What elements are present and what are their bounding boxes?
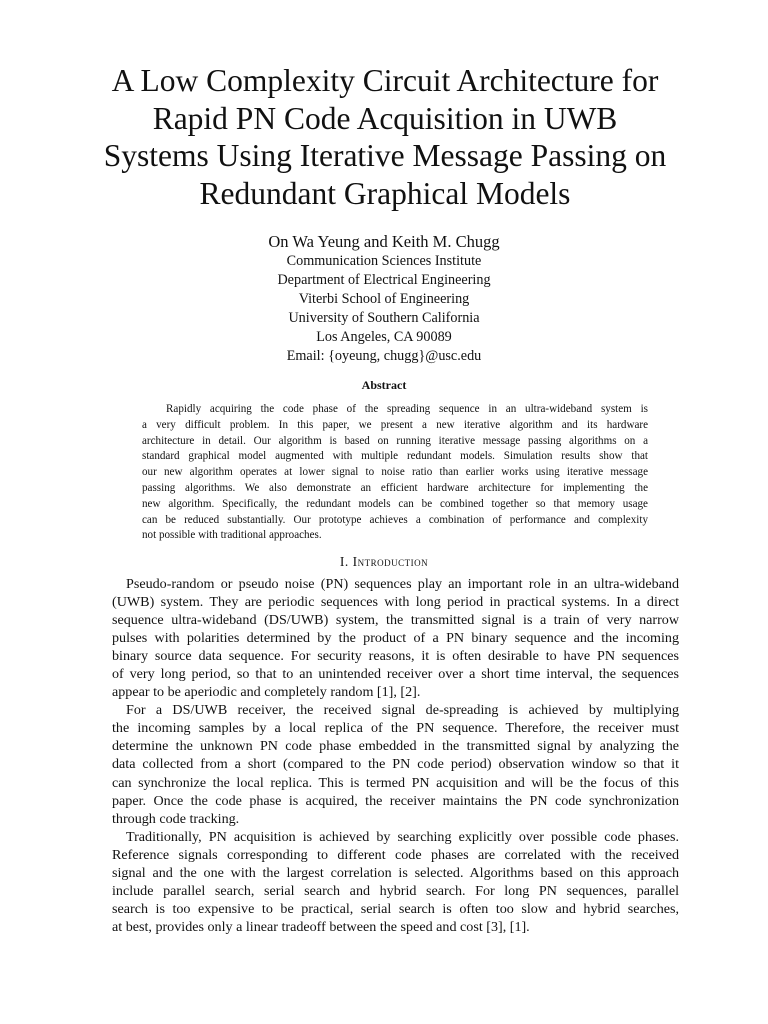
- affiliation-line: Viterbi School of Engineering: [298, 291, 470, 307]
- body-line: search is too expensive to be practical, serial search is often too slow and hybrid searches,: [112, 900, 679, 917]
- title-line: Redundant Graphical Models: [199, 175, 571, 211]
- body-line: binary source data sequence. For security reasons, it is often desirable to have PN sequences: [112, 648, 679, 665]
- body-line: (UWB) system. They are periodic sequences with long period in practical systems. In a direct: [112, 594, 679, 611]
- affiliation-line: Communication Sciences Institute: [286, 253, 482, 269]
- body-line: the incoming samples by a local replica of the PN sequence. Therefore, the receiver must: [112, 720, 679, 737]
- body-line: include parallel search, serial search and hybrid search. For long PN sequences, parallel: [112, 882, 679, 899]
- abstract-line: not possible with traditional approaches.: [142, 529, 322, 542]
- body-line: appear to be aperiodic and completely random [1], [2].: [112, 684, 421, 701]
- affiliation-line: Los Angeles, CA 90089: [316, 329, 452, 345]
- body-line: For a DS/UWB receiver, the received signal de-spreading is achieved by multiplying: [126, 702, 679, 719]
- affiliation-line: University of Southern California: [288, 310, 480, 326]
- abstract-line: a very difficult problem. In this paper, we present a new iterative algorithm and its hardware: [142, 418, 648, 431]
- body-line: paper. Once the code phase is acquired, the receiver maintains the PN code synchronization: [112, 792, 679, 809]
- affiliation-line: Department of Electrical Engineering: [277, 272, 491, 288]
- body-line: Reference signals corresponding to different code phases are correlated with the received: [112, 846, 679, 863]
- paragraph: [112, 828, 679, 936]
- body-line: Traditionally, PN acquisition is achieved by searching explicitly over possible code phases.: [126, 828, 679, 845]
- body-line: Pseudo-random or pseudo noise (PN) sequences play an important role in an ultra-wideband: [126, 576, 679, 592]
- abstract-line: new algorithm. Specifically, the redundant models can be combined together so that memory usage: [142, 497, 648, 510]
- body-line: can synchronize the local replica. This is termed PN acquisition and will be the focus of this: [112, 774, 679, 791]
- abstract-line: our new algorithm operates at lower signal to noise ratio than earlier works using iterative message: [142, 466, 648, 479]
- affiliation: [0, 252, 768, 366]
- body-line: of very long period, so that to an unintended receiver over a short time interval, the sequences: [112, 666, 679, 683]
- abstract-line: Rapidly acquiring the code phase of the spreading sequence in an ultra-wideband system is: [166, 403, 648, 415]
- abstract-line: architecture in detail. Our algorithm is based on running iterative message passing algorithms on a: [142, 434, 648, 447]
- section-title: Introduction: [352, 554, 429, 569]
- body-line: data collected from a short (compared to the PN code period) observation window so that it: [112, 756, 679, 773]
- title-line: Rapid PN Code Acquisition in UWB: [152, 100, 618, 136]
- body-line: determine the unknown PN code phase embedded in the transmitted signal by analyzing the: [112, 738, 679, 755]
- paper-title: [90, 62, 680, 212]
- abstract-heading: Abstract: [361, 378, 407, 392]
- paragraph: [112, 575, 679, 701]
- affiliation-email: Email: {oyeung, chugg}@usc.edu: [286, 348, 482, 364]
- body-text: [112, 575, 679, 936]
- abstract-line: passing algorithms. We also demonstrate an efficient hardware architecture for implementing the: [142, 481, 648, 494]
- abstract-text: [142, 402, 648, 544]
- title-line: A Low Complexity Circuit Architecture for: [111, 63, 659, 98]
- paragraph: [112, 701, 679, 827]
- body-line: signal and the one with the largest correlation is selected. Algorithms based on this approach: [112, 864, 679, 881]
- abstract-line: standard graphical model augmented with multiple redundant models. Simulation results show that: [142, 450, 648, 463]
- body-line: pulses with polarities determined by the product of a PN binary sequence and the incoming: [112, 630, 679, 647]
- section-heading: [0, 553, 768, 570]
- body-line: at best, provides only a linear tradeoff between the speed and cost [3], [1].: [112, 918, 530, 935]
- authors: On Wa Yeung and Keith M. Chugg: [268, 232, 500, 251]
- title-line: Systems Using Iterative Message Passing on: [103, 138, 667, 173]
- section-number: I.: [339, 554, 349, 569]
- body-line: through code tracking.: [112, 810, 240, 827]
- body-line: sequence ultra-wideband (DS/UWB) system, the transmitted signal is a train of very narrow: [112, 612, 679, 629]
- abstract-line: can be reduced substantially. Our prototype achieves a combination of performance and complexity: [142, 513, 648, 526]
